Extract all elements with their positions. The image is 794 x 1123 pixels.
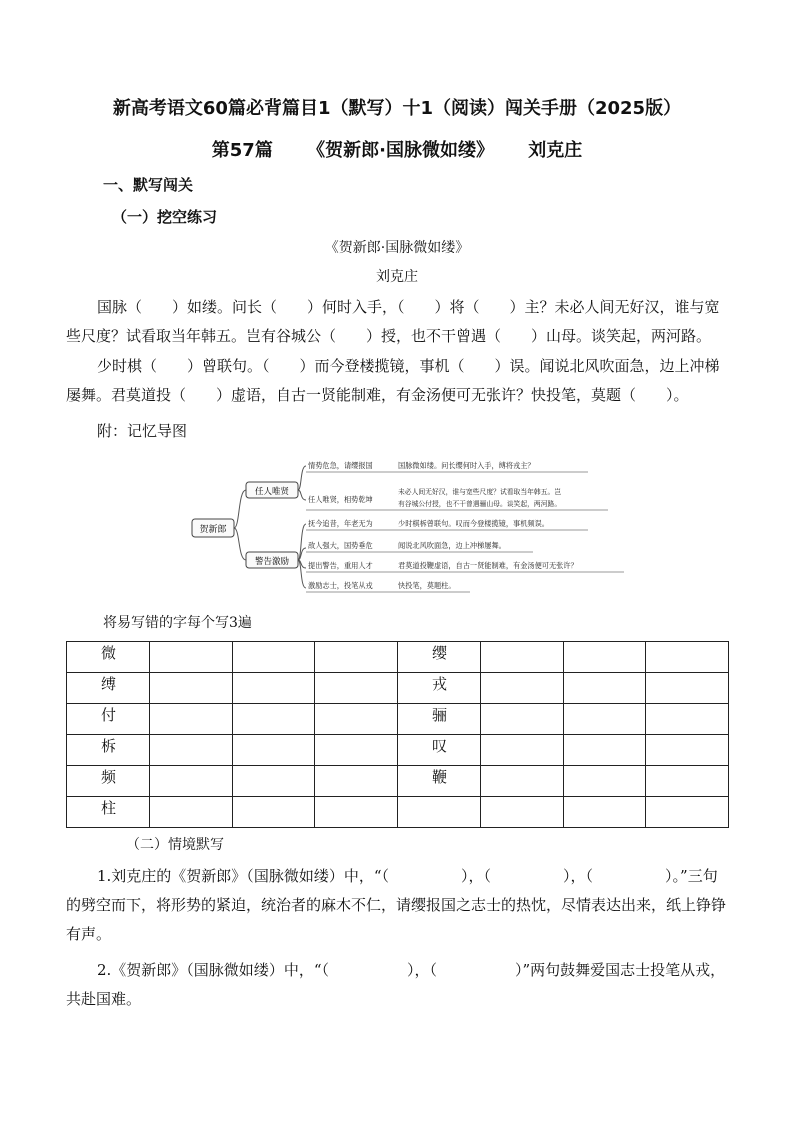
table-row [67,797,729,828]
mindmap-leaf-tag: 抚今追昔，年老无为 [308,519,373,528]
question-2 [66,956,730,1014]
memory-mind-map [188,446,628,598]
question-text: 三句的劈空而下，将形势的紧迫，统治者的麻木不仁，请缨报国之志士的热忱，尽情表达出来，纸上铮铮有声。 [66,867,727,943]
practice-char: 频 [67,766,150,797]
writing-cell[interactable] [232,797,315,828]
chapter-subtitle [0,136,794,162]
poem-paragraph-1: 国脉（ ）如缕。问长（ ）何时入手，（ ）将（ ）主？未必人间无好汉，谁与宽些尺度？试看取当年韩五。岂有谷城公（ ）授，也不干曾遇（ ）山母。谈笑起，两河路。 [66,298,720,345]
practice-char: 柝 [67,735,150,766]
writing-cell[interactable] [149,766,232,797]
writing-cell[interactable] [646,704,729,735]
practice-char: 缨 [398,642,481,673]
poem-paragraph-2: 少时棋（ ）曾联句。（ ）而今登楼揽镜，事机（ ）误。闻说北风吹面急，边上冲梯屡舞。君莫道投（ ）虚语，自古一贤能制难，有金汤便可无张许？快投笔，莫题（ ）。 [66,357,720,404]
writing-cell[interactable] [646,766,729,797]
mindmap-leaf-text: 君莫道投鞭虚语，自古一贤能制难，有金汤便可无张许？ [398,561,578,570]
subsection-heading-context: （二）情境默写 [126,837,224,853]
poem-title: 《贺新郎·国脉微如缕》 [324,240,470,256]
chapter-author: 刘克庄 [528,140,583,161]
question-text: 2.《贺新郎》（国脉微如缕）中，“（ [97,961,329,979]
practice-char: 鞭 [398,766,481,797]
writing-cell[interactable] [563,673,646,704]
question-1 [66,862,730,949]
question-text: 从戎，共赴国难。 [66,961,726,1008]
writing-cell[interactable] [480,797,563,828]
mindmap-leaf-text: 有谷城公付授，也不干曾遇骊山母。谈笑起，两河路。 [398,500,562,508]
mindmap-leaf-tag: 情势危急，请缨报国 [308,461,373,470]
mindmap-leaf-tag: 提出警告，重用人才 [308,561,373,570]
document-title: 新高考语文60篇必背篇目1（默写）十1（阅读）闯关手册（2025版） [112,98,682,119]
writing-cell[interactable] [149,704,232,735]
writing-cell[interactable] [232,766,315,797]
practice-char: 柱 [67,797,150,828]
subsection-heading-fill-blank: （一）挖空练习 [112,208,218,226]
practice-char: 微 [67,642,150,673]
mindmap-leaf-tag: 任人唯贤，相势乾坤 [308,495,373,504]
question-text: ），（ [460,867,491,885]
table-row [67,766,729,797]
chapter-poem-title: 《贺新郎·国脉微如缕》 [307,140,494,161]
writing-cell[interactable] [149,642,232,673]
writing-cell[interactable] [563,766,646,797]
writing-cell[interactable] [563,642,646,673]
writing-cell[interactable] [480,735,563,766]
writing-cell[interactable] [315,797,398,828]
writing-cell[interactable] [646,642,729,673]
writing-cell[interactable] [646,735,729,766]
mindmap-leaf-text: 国脉微如缕。问长缨何时入手，缚将戎主？ [398,461,535,470]
table-row [67,642,729,673]
table-row [67,673,729,704]
question-text: ），（ [406,961,437,979]
mindmap-root: 贺新郎 [199,525,227,535]
writing-cell[interactable] [232,704,315,735]
writing-cell[interactable] [232,642,315,673]
mindmap-branch-2: 警告激励 [254,557,290,567]
writing-cell[interactable] [149,735,232,766]
writing-cell[interactable] [480,642,563,673]
mindmap-leaf-tag: 激励志士，投笔从戎 [308,581,373,590]
writing-cell[interactable] [315,673,398,704]
character-practice-grid [66,641,729,828]
question-text: ），（ [563,867,594,885]
writing-cell[interactable] [646,797,729,828]
writing-cell[interactable] [315,704,398,735]
writing-cell[interactable] [563,704,646,735]
table-row [67,735,729,766]
writing-cell[interactable] [232,673,315,704]
writing-cell[interactable] [480,704,563,735]
writing-cell[interactable] [315,642,398,673]
mindmap-leaf-text: 闻说北风吹面急，边上冲梯屡舞。 [398,541,506,550]
mindmap-leaf-tag: 敌人强大，国势垂危 [308,541,373,550]
writing-cell[interactable] [315,766,398,797]
practice-char: 叹 [398,735,481,766]
section-heading-dictation: 一、默写闯关 [103,176,194,194]
writing-cell[interactable] [480,766,563,797]
writing-cell[interactable] [646,673,729,704]
practice-char: 骊 [398,704,481,735]
writing-cell[interactable] [149,673,232,704]
practice-char: 付 [67,704,150,735]
mindmap-leaf-text: 少时棋柝曾联句。叹而今登楼揽镜，事机频误。 [398,519,549,528]
writing-cell[interactable] [315,735,398,766]
practice-instruction: 将易写错的字每个写3遍 [103,615,252,631]
practice-char: 戎 [398,673,481,704]
practice-char: 缚 [67,673,150,704]
writing-cell[interactable] [563,797,646,828]
question-text: ）。” [665,867,688,885]
chapter-number: 第57篇 [211,140,273,161]
mindmap-branch-1: 任人唯贤 [254,487,290,497]
table-row [67,704,729,735]
question-text: 1.刘克庄的《贺新郎》（国脉微如缕）中，“（ [97,867,389,885]
writing-cell[interactable] [149,797,232,828]
writing-cell[interactable] [232,735,315,766]
question-text: ）”两句鼓舞爱国志士投笔 [515,961,681,979]
practice-char [398,797,481,828]
writing-cell[interactable] [480,673,563,704]
writing-cell[interactable] [563,735,646,766]
poem-author: 刘克庄 [376,269,418,285]
mindmap-leaf-text: 快投笔，莫题柱。 [398,581,456,590]
appendix-label: 附：记忆导图 [97,422,188,440]
mindmap-leaf-text: 未必人间无好汉，谁与宽些尺度？试看取当年韩五。岂 [398,488,562,496]
